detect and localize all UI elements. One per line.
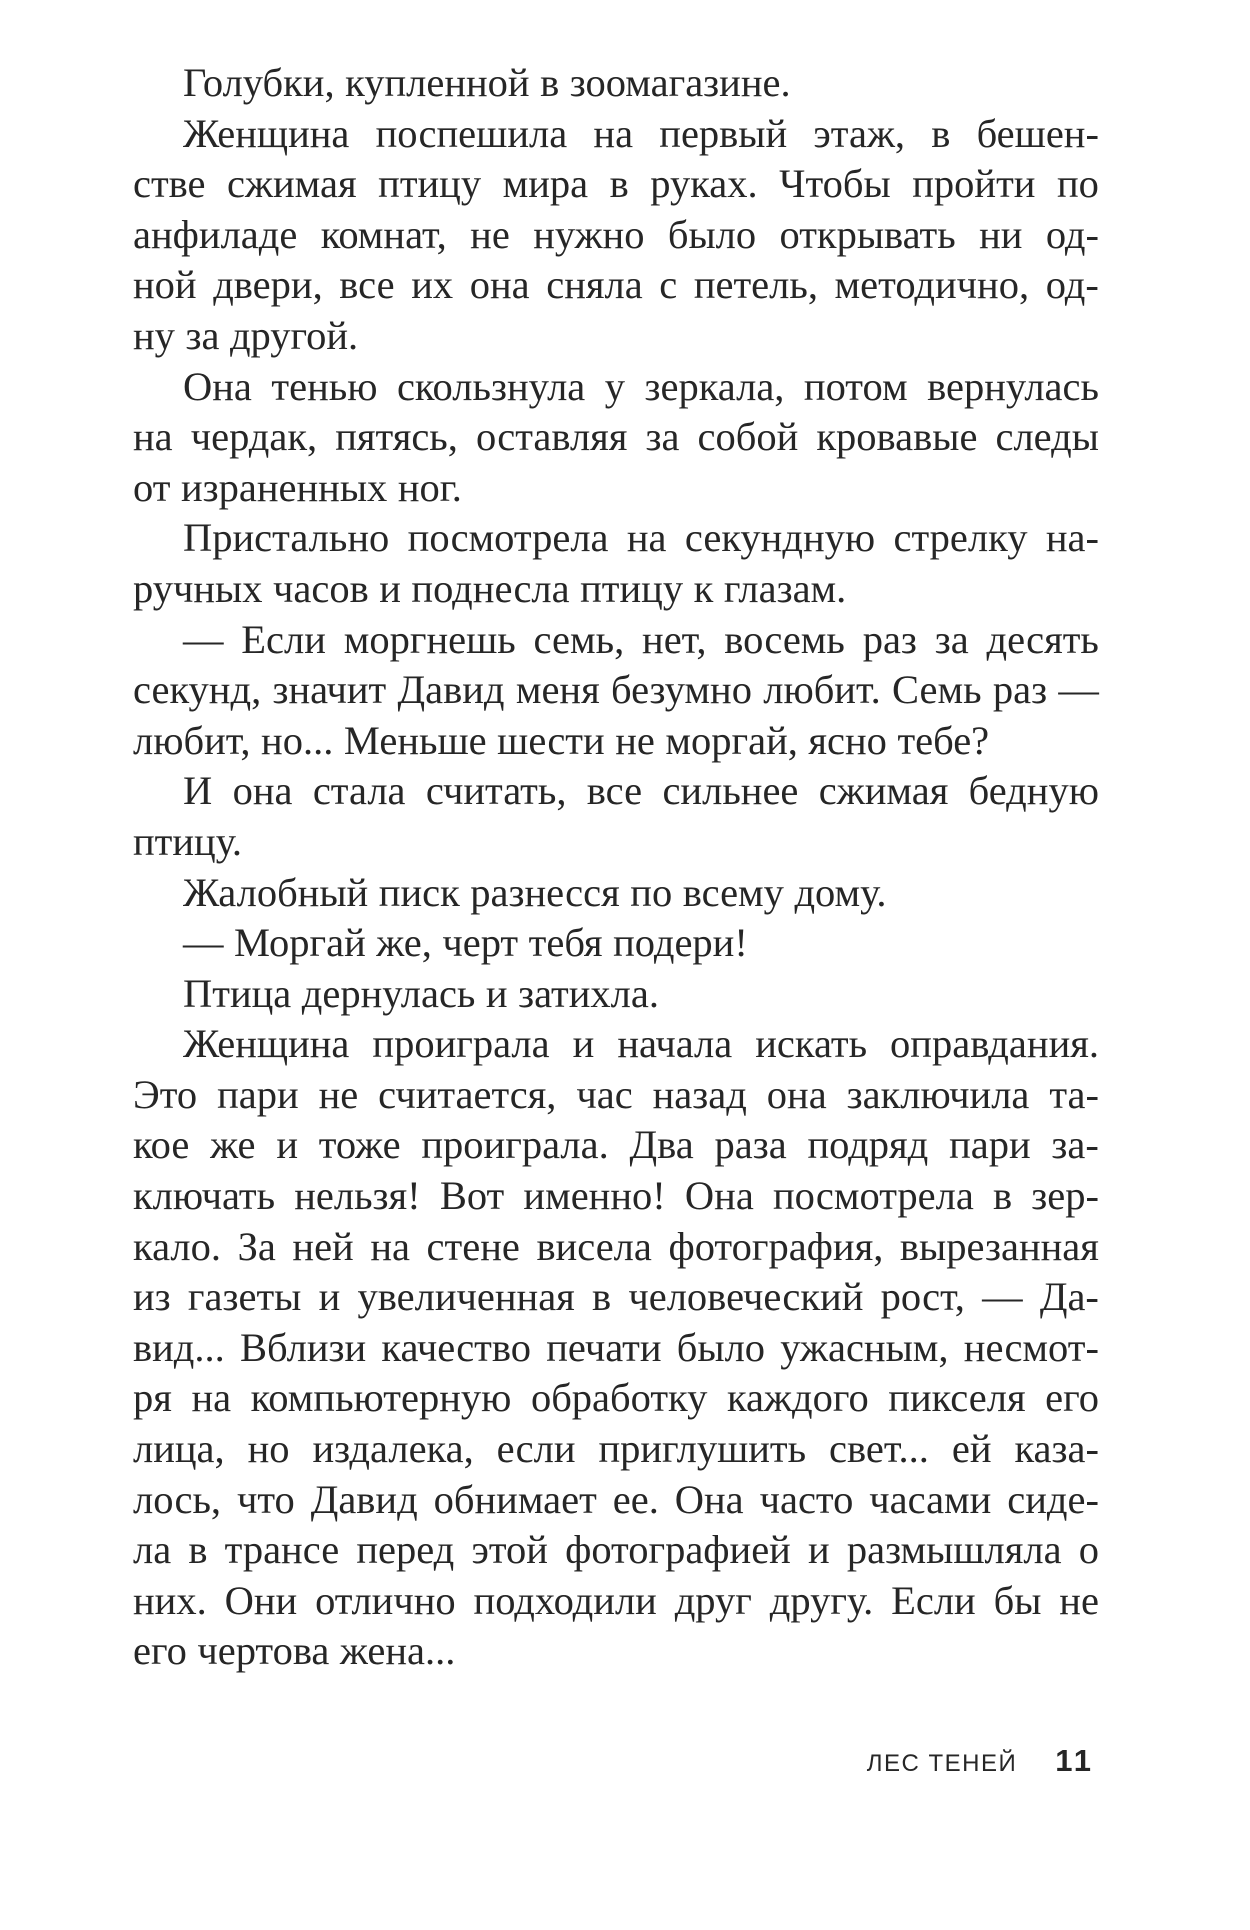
- word: стве: [133, 161, 206, 207]
- text-line: [133, 1019, 1099, 1070]
- word: проиграла: [372, 1021, 550, 1067]
- word: ной: [133, 262, 197, 308]
- word: каза-: [1014, 1426, 1099, 1472]
- word: этаж,: [813, 110, 906, 156]
- word: ее.: [612, 1476, 659, 1522]
- body-text: [133, 58, 1099, 1677]
- word: его: [133, 1628, 187, 1674]
- word: следы: [995, 414, 1099, 460]
- word: любит,: [133, 717, 251, 763]
- word: свет...: [829, 1426, 929, 1472]
- word: од-: [1045, 211, 1099, 257]
- word: не: [1059, 1577, 1099, 1623]
- word: безумно: [611, 667, 752, 713]
- text-line: [133, 362, 1099, 413]
- word: скользнула: [396, 363, 586, 409]
- word: за-: [1051, 1122, 1099, 1168]
- word: Она: [684, 1173, 754, 1219]
- word: в: [609, 161, 629, 207]
- word: семь,: [533, 616, 625, 662]
- text-line: [133, 58, 1099, 109]
- word: нельзя!: [294, 1173, 421, 1219]
- word: Давид: [310, 1476, 418, 1522]
- word: компьютерную: [250, 1375, 512, 1421]
- word: их: [411, 262, 454, 308]
- word: с: [659, 262, 678, 308]
- word: зер-: [1031, 1173, 1099, 1219]
- word: из: [133, 1274, 171, 1320]
- text-line: [133, 716, 1099, 767]
- word: За: [237, 1223, 276, 1269]
- word: раз: [862, 616, 917, 662]
- word: бешен-: [976, 110, 1099, 156]
- word: комнат,: [320, 211, 447, 257]
- text-line: [133, 210, 1099, 261]
- word: Меньше: [343, 717, 487, 763]
- text-line: [133, 1373, 1099, 1424]
- word: сильнее: [662, 768, 799, 814]
- word: ни: [979, 211, 1023, 257]
- word: же,: [376, 920, 432, 966]
- word: было: [667, 211, 757, 257]
- text-line: [133, 1626, 1099, 1677]
- word: Два: [629, 1122, 694, 1168]
- word: разнесся: [470, 869, 620, 915]
- word: о: [1078, 1527, 1099, 1573]
- word: тебя: [528, 920, 603, 966]
- word: не: [318, 1071, 359, 1117]
- word: в: [188, 1527, 208, 1573]
- word: стрелку: [893, 515, 1028, 561]
- word: по: [630, 869, 673, 915]
- word: каждого: [726, 1375, 869, 1421]
- word: лось,: [133, 1476, 222, 1522]
- word: Это: [133, 1071, 198, 1117]
- word: все: [339, 262, 395, 308]
- word: этой: [471, 1527, 548, 1573]
- word: Голубки,: [183, 60, 335, 105]
- text-line: [133, 1222, 1099, 1273]
- word: в: [992, 1173, 1013, 1219]
- word: ря: [133, 1375, 172, 1421]
- text-line: [133, 564, 1099, 615]
- word: в: [931, 110, 951, 156]
- word: качество: [381, 1324, 531, 1370]
- word: вид...: [133, 1324, 225, 1370]
- word: купленной: [345, 60, 530, 105]
- word: человеческий: [628, 1274, 864, 1320]
- word: мира: [502, 161, 589, 207]
- word: посмотрела: [407, 515, 609, 561]
- text-line: [133, 665, 1099, 716]
- word: кое: [133, 1122, 190, 1168]
- word: ключать: [133, 1173, 276, 1219]
- word: всему: [682, 869, 784, 915]
- word: сиде-: [1007, 1476, 1099, 1522]
- word: раза: [714, 1122, 787, 1168]
- word: от: [133, 464, 171, 510]
- word: пикселя: [888, 1375, 1026, 1421]
- word: чердак,: [190, 414, 318, 460]
- word: и: [808, 1527, 830, 1573]
- word: подходили: [473, 1577, 657, 1623]
- word: птицу.: [133, 818, 243, 864]
- word: и: [276, 1122, 298, 1168]
- text-line: [133, 766, 1099, 817]
- word: рост,: [880, 1274, 965, 1320]
- word: размышляла: [846, 1527, 1062, 1573]
- word: издалека,: [312, 1426, 474, 1472]
- text-line: [133, 1424, 1099, 1475]
- word: пятясь,: [335, 414, 458, 460]
- word: висела: [536, 1223, 652, 1269]
- text-line: [133, 1171, 1099, 1222]
- word: сняла: [546, 262, 643, 308]
- word: раз: [992, 667, 1048, 713]
- word: открывать: [779, 211, 956, 257]
- word: моргай,: [665, 717, 798, 763]
- word: петель,: [693, 262, 818, 308]
- word: газеты: [187, 1274, 302, 1320]
- word: Женщина: [183, 1021, 350, 1067]
- word: меня: [515, 667, 600, 713]
- word: тенью: [271, 363, 378, 409]
- word: писк: [378, 869, 460, 915]
- word: за: [645, 414, 680, 460]
- word: стала: [312, 768, 406, 814]
- word: израненных: [180, 464, 388, 510]
- text-line: [133, 1475, 1099, 1526]
- word: ей: [951, 1426, 992, 1472]
- word: и: [485, 970, 508, 1016]
- word: в: [592, 1274, 612, 1320]
- word: чертова: [197, 1628, 330, 1674]
- word: приглушить: [598, 1426, 807, 1472]
- word: руках.: [650, 161, 758, 207]
- word: именно!: [523, 1173, 666, 1219]
- text-line: [133, 260, 1099, 311]
- text-line: [133, 969, 1099, 1020]
- word: секундную: [684, 515, 876, 561]
- word: в: [540, 60, 560, 105]
- word: —: [183, 920, 224, 966]
- word: не: [470, 211, 510, 257]
- word: кало.: [133, 1223, 221, 1269]
- word: вырезанная: [899, 1223, 1099, 1269]
- word: Если: [891, 1577, 976, 1623]
- word: десять: [986, 616, 1099, 662]
- word: ясно: [808, 717, 887, 763]
- word: к: [693, 565, 714, 611]
- word: ней: [292, 1223, 354, 1269]
- word: и: [572, 1021, 595, 1067]
- word: часами: [869, 1476, 992, 1522]
- word: затихла.: [518, 970, 659, 1016]
- word: проиграла.: [421, 1122, 609, 1168]
- word: другой.: [229, 312, 359, 358]
- word: считается,: [378, 1071, 557, 1117]
- word: двери,: [213, 262, 323, 308]
- word: на: [133, 414, 173, 460]
- word: —: [183, 616, 224, 662]
- word: на: [370, 1223, 410, 1269]
- word: оправдания.: [890, 1021, 1099, 1067]
- word: ну: [133, 312, 175, 358]
- word: восемь: [724, 616, 845, 662]
- word: но...: [261, 717, 334, 763]
- word: шести: [497, 717, 605, 763]
- word: поспешила: [375, 110, 568, 156]
- word: —: [1058, 667, 1099, 713]
- word: значит: [272, 667, 387, 713]
- word: Чтобы: [779, 161, 891, 207]
- word: по: [1056, 161, 1099, 207]
- word: у: [604, 363, 626, 409]
- word: же: [210, 1122, 256, 1168]
- word: ног.: [397, 464, 462, 510]
- word: посмотрела: [772, 1173, 974, 1219]
- word: отлично: [315, 1577, 456, 1623]
- word: она: [232, 768, 293, 814]
- word: кровавые: [816, 414, 978, 460]
- word: Давид: [397, 667, 505, 713]
- word: анфиладе: [133, 211, 298, 257]
- word: часов: [273, 565, 369, 611]
- text-line: [133, 1070, 1099, 1121]
- word: ручных: [133, 565, 263, 611]
- text-line: [133, 1576, 1099, 1627]
- word: и: [318, 1274, 341, 1320]
- word: но: [247, 1426, 290, 1472]
- word: считать,: [425, 768, 567, 814]
- word: зеркала,: [644, 363, 785, 409]
- page-footer: [867, 1743, 1094, 1779]
- word: И: [183, 768, 213, 814]
- word: подряд: [807, 1122, 929, 1168]
- word: стене: [426, 1223, 520, 1269]
- text-line: [133, 513, 1099, 564]
- word: пари: [949, 1122, 1031, 1168]
- word: сжимая: [818, 768, 949, 814]
- word: Они: [224, 1577, 298, 1623]
- word: печати: [546, 1324, 662, 1370]
- word: на: [626, 515, 667, 561]
- text-line: [133, 1525, 1099, 1576]
- word: за: [185, 312, 220, 358]
- word: Вблизи: [240, 1324, 367, 1370]
- word: птицу: [580, 565, 684, 611]
- word: друг: [674, 1577, 752, 1623]
- text-line: [133, 109, 1099, 160]
- word: нет,: [642, 616, 707, 662]
- word: поднесла: [411, 565, 570, 611]
- word: вернулась: [927, 363, 1099, 409]
- word: если: [496, 1426, 576, 1472]
- word: жена...: [339, 1628, 456, 1674]
- text-line: [133, 918, 1099, 969]
- word: часто: [759, 1476, 854, 1522]
- word: она: [469, 262, 530, 308]
- word: начала: [617, 1021, 733, 1067]
- word: Она: [183, 363, 252, 409]
- word: что: [236, 1476, 295, 1522]
- word: искать: [755, 1021, 868, 1067]
- text-line: [133, 868, 1099, 919]
- text-line: [133, 1272, 1099, 1323]
- word: ла: [133, 1527, 172, 1573]
- text-line: [133, 817, 1099, 868]
- word: назад: [652, 1071, 747, 1117]
- word: глазам.: [723, 565, 847, 611]
- word: Жалобный: [183, 869, 369, 915]
- word: и: [379, 565, 401, 611]
- word: од-: [1045, 262, 1099, 308]
- word: ужасным,: [780, 1324, 949, 1370]
- text-line: [133, 463, 1099, 514]
- word: подери!: [613, 920, 748, 966]
- word: не: [615, 717, 655, 763]
- text-line: [133, 159, 1099, 210]
- word: Вот: [439, 1173, 505, 1219]
- running-head: ЛЕС ТЕНЕЙ: [866, 1750, 1018, 1777]
- word: трансе: [224, 1527, 340, 1573]
- word: бы: [993, 1577, 1042, 1623]
- word: на-: [1045, 515, 1099, 561]
- word: пройти: [912, 161, 1036, 207]
- word: дернулась: [301, 970, 476, 1016]
- word: обработку: [530, 1375, 708, 1421]
- word: другу.: [769, 1577, 874, 1623]
- word: несмот-: [963, 1324, 1099, 1370]
- word: лица,: [133, 1426, 225, 1472]
- word: Женщина: [183, 110, 350, 156]
- word: час: [576, 1071, 633, 1117]
- word: секунд,: [133, 667, 262, 713]
- word: первый: [659, 110, 788, 156]
- word: птицу: [378, 161, 482, 207]
- word: было: [676, 1324, 766, 1370]
- text-line: [133, 311, 1099, 362]
- word: его: [1045, 1375, 1099, 1421]
- word: увеличенная: [357, 1274, 575, 1320]
- word: Пристально: [183, 515, 390, 561]
- word: тебе?: [897, 717, 990, 763]
- word: любит.: [763, 667, 881, 713]
- word: обнимает: [433, 1476, 597, 1522]
- page-number: 11: [1055, 1743, 1094, 1778]
- word: —: [982, 1274, 1023, 1320]
- word: Моргай: [234, 920, 366, 966]
- word: Семь: [892, 667, 982, 713]
- word: методично,: [834, 262, 1030, 308]
- word: них.: [133, 1577, 207, 1623]
- text-line: [133, 412, 1099, 463]
- word: потом: [803, 363, 908, 409]
- word: Она: [674, 1476, 744, 1522]
- word: Птица: [183, 970, 292, 1016]
- word: та-: [1049, 1071, 1099, 1117]
- word: она: [766, 1071, 827, 1117]
- word: оставляя: [475, 414, 628, 460]
- word: перед: [356, 1527, 455, 1573]
- text-line: [133, 615, 1099, 666]
- word: на: [593, 110, 634, 156]
- word: бедную: [968, 768, 1099, 814]
- word: Если: [241, 616, 326, 662]
- word: на: [191, 1375, 232, 1421]
- word: нужно: [533, 211, 645, 257]
- word: зоомагазине.: [569, 60, 791, 105]
- word: черт: [442, 920, 519, 966]
- word: фотографией: [565, 1527, 791, 1573]
- word: фотография,: [668, 1223, 884, 1269]
- word: собой: [697, 414, 799, 460]
- text-line: [133, 1120, 1099, 1171]
- word: все: [586, 768, 643, 814]
- word: за: [934, 616, 969, 662]
- text-line: [133, 1323, 1099, 1374]
- word: Да-: [1039, 1274, 1099, 1320]
- word: заключила: [846, 1071, 1030, 1117]
- word: сжимая: [227, 161, 357, 207]
- word: пари: [217, 1071, 299, 1117]
- word: моргнешь: [343, 616, 516, 662]
- word: тоже: [318, 1122, 401, 1168]
- word: дому.: [794, 869, 887, 915]
